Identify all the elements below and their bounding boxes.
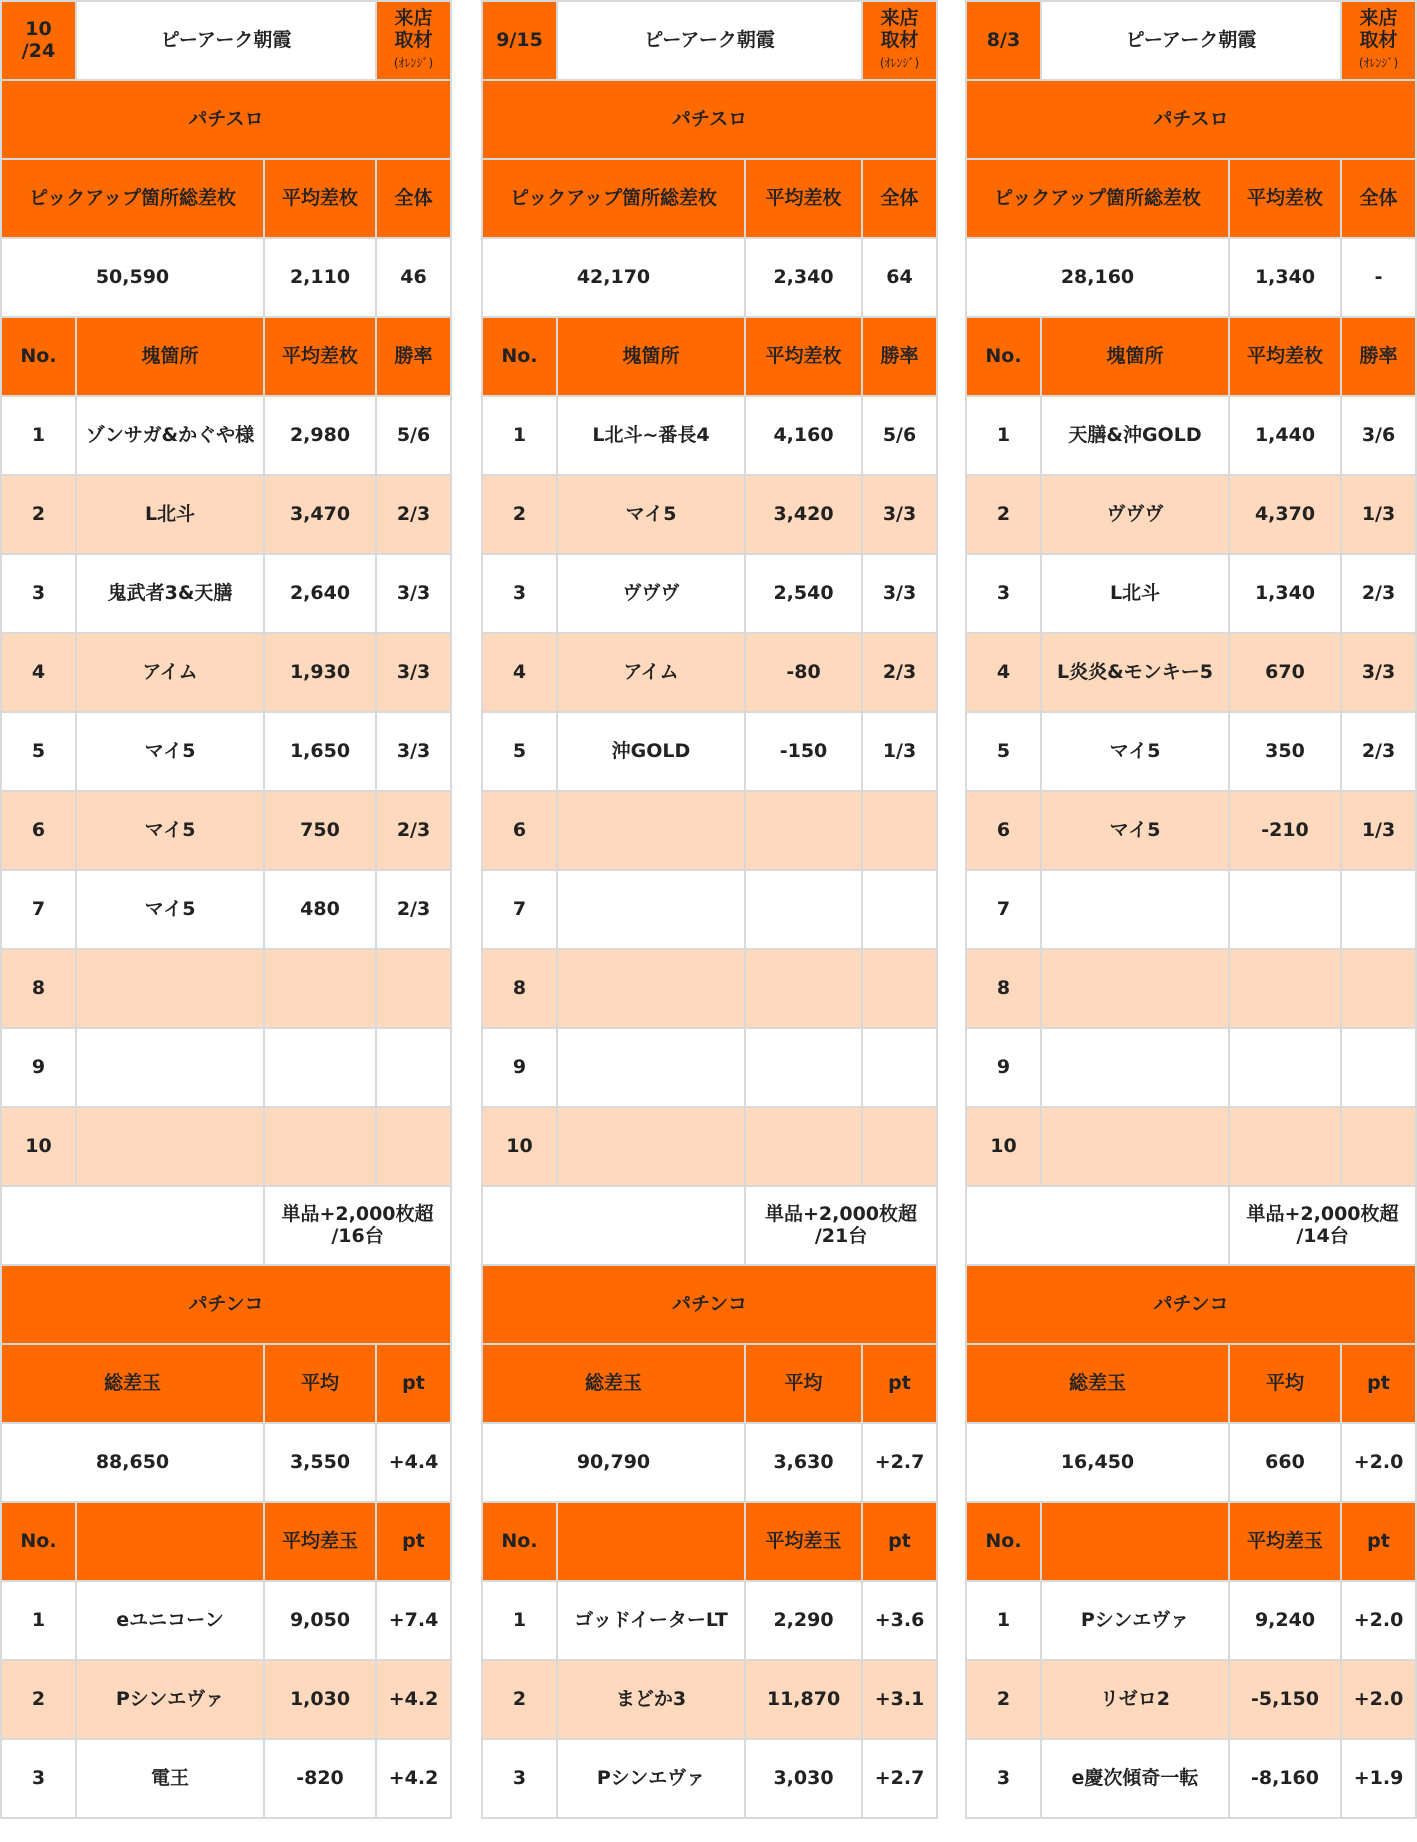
row-no: 1 bbox=[1, 1581, 76, 1660]
row-no: 3 bbox=[1, 554, 76, 633]
row-area bbox=[1041, 1107, 1229, 1186]
row-no: 1 bbox=[966, 396, 1041, 475]
row-pt: +3.6 bbox=[862, 1581, 937, 1660]
row-avg-diff: 2,540 bbox=[745, 554, 862, 633]
row-machine: 電王 bbox=[76, 1739, 264, 1818]
row-win-rate bbox=[1341, 1107, 1416, 1186]
pachinko-pt-header: pt bbox=[862, 1344, 937, 1423]
table-row bbox=[482, 396, 937, 475]
row-no: 7 bbox=[482, 870, 557, 949]
row-win-rate: 5/6 bbox=[862, 396, 937, 475]
avg-balls-header: 平均差玉 bbox=[1229, 1502, 1341, 1581]
slot-note-blank bbox=[966, 1186, 1229, 1265]
row-win-rate: 2/3 bbox=[862, 633, 937, 712]
row-no: 3 bbox=[482, 1739, 557, 1818]
row-pt: +2.0 bbox=[1341, 1581, 1416, 1660]
row-avg-diff bbox=[1229, 870, 1341, 949]
row-no: 7 bbox=[966, 870, 1041, 949]
row-win-rate bbox=[1341, 949, 1416, 1028]
table-row bbox=[482, 554, 937, 633]
pachinko-total-header: 総差玉 bbox=[482, 1344, 745, 1423]
row-win-rate: 2/3 bbox=[1341, 712, 1416, 791]
row-no: 7 bbox=[1, 870, 76, 949]
row-avg-diff bbox=[745, 949, 862, 1028]
row-avg-diff: 2,980 bbox=[264, 396, 376, 475]
row-avg-diff bbox=[1229, 1107, 1341, 1186]
row-avg-diff: 1,340 bbox=[1229, 554, 1341, 633]
row-no: 4 bbox=[966, 633, 1041, 712]
slot-note: 単品+2,000枚超 /21台 bbox=[745, 1186, 937, 1265]
row-avg-diff: 670 bbox=[1229, 633, 1341, 712]
row-no: 5 bbox=[482, 712, 557, 791]
row-no: 10 bbox=[482, 1107, 557, 1186]
row-win-rate: 1/3 bbox=[862, 712, 937, 791]
row-pt: +1.9 bbox=[1341, 1739, 1416, 1818]
row-avg-balls: 9,240 bbox=[1229, 1581, 1341, 1660]
row-machine: e慶次傾奇一転 bbox=[1041, 1739, 1229, 1818]
table-row bbox=[482, 1660, 937, 1739]
table-row bbox=[966, 870, 1416, 949]
no-header: No. bbox=[482, 317, 557, 396]
slot-overall-header: 全体 bbox=[376, 159, 451, 238]
row-no: 1 bbox=[482, 396, 557, 475]
coverage-text: 来店 取材 bbox=[394, 6, 433, 51]
table-row bbox=[966, 1107, 1416, 1186]
row-avg-balls: 2,290 bbox=[745, 1581, 862, 1660]
row-area: L北斗~番長4 bbox=[557, 396, 745, 475]
row-avg-diff: 3,470 bbox=[264, 475, 376, 554]
pachinko-average-value: 3,550 bbox=[264, 1423, 376, 1502]
row-avg-balls: 3,030 bbox=[745, 1739, 862, 1818]
table-row bbox=[482, 949, 937, 1028]
row-area: ゾンサガ&かぐや様 bbox=[76, 396, 264, 475]
row-pt: +2.7 bbox=[862, 1739, 937, 1818]
table-row bbox=[482, 1581, 937, 1660]
table-row bbox=[1, 1581, 451, 1660]
row-area: L炎炎&モンキー5 bbox=[1041, 633, 1229, 712]
row-area bbox=[1041, 949, 1229, 1028]
pt-header: pt bbox=[376, 1502, 451, 1581]
visit-date: 10 /24 bbox=[1, 1, 76, 80]
no-header: No. bbox=[1, 1502, 76, 1581]
row-win-rate: 2/3 bbox=[1341, 554, 1416, 633]
row-no: 2 bbox=[966, 475, 1041, 554]
row-no: 1 bbox=[966, 1581, 1041, 1660]
table-row bbox=[482, 712, 937, 791]
slot-note-blank bbox=[1, 1186, 264, 1265]
row-area: アイム bbox=[76, 633, 264, 712]
row-no: 4 bbox=[482, 633, 557, 712]
table-row bbox=[1, 1739, 451, 1818]
row-win-rate bbox=[376, 1028, 451, 1107]
visit-date: 9/15 bbox=[482, 1, 557, 80]
pachinko-total-value: 16,450 bbox=[966, 1423, 1229, 1502]
machine-header bbox=[557, 1502, 745, 1581]
coverage-label bbox=[376, 1, 451, 80]
pachinko-total-value: 88,650 bbox=[1, 1423, 264, 1502]
table-row bbox=[1, 1028, 451, 1107]
result-panel bbox=[481, 0, 938, 1819]
table-row bbox=[1, 396, 451, 475]
row-area bbox=[557, 1028, 745, 1107]
row-win-rate: 3/3 bbox=[376, 633, 451, 712]
pachinko-average-value: 660 bbox=[1229, 1423, 1341, 1502]
slot-section-header: パチスロ bbox=[482, 80, 937, 159]
row-no: 2 bbox=[1, 475, 76, 554]
table-row bbox=[1, 949, 451, 1028]
table-row bbox=[482, 633, 937, 712]
row-area bbox=[557, 791, 745, 870]
win-rate-header: 勝率 bbox=[376, 317, 451, 396]
row-area: マイ5 bbox=[76, 712, 264, 791]
row-no: 6 bbox=[482, 791, 557, 870]
pt-header: pt bbox=[862, 1502, 937, 1581]
coverage-note: (ｵﾚﾝｼﾞ) bbox=[393, 56, 434, 71]
row-area: アイム bbox=[557, 633, 745, 712]
coverage-note: (ｵﾚﾝｼﾞ) bbox=[879, 56, 920, 71]
store-name: ピーアーク朝霞 bbox=[1041, 1, 1341, 80]
table-row bbox=[966, 791, 1416, 870]
row-win-rate bbox=[376, 949, 451, 1028]
row-machine: リゼロ2 bbox=[1041, 1660, 1229, 1739]
table-row bbox=[966, 1028, 1416, 1107]
row-area: マイ5 bbox=[1041, 712, 1229, 791]
row-no: 6 bbox=[966, 791, 1041, 870]
area-header: 塊箇所 bbox=[557, 317, 745, 396]
row-avg-diff bbox=[745, 870, 862, 949]
avg-balls-header: 平均差玉 bbox=[264, 1502, 376, 1581]
row-pt: +7.4 bbox=[376, 1581, 451, 1660]
row-win-rate bbox=[862, 1107, 937, 1186]
row-area bbox=[76, 1028, 264, 1107]
row-no: 5 bbox=[1, 712, 76, 791]
row-win-rate: 3/3 bbox=[862, 475, 937, 554]
row-area: 沖GOLD bbox=[557, 712, 745, 791]
pachinko-pt-header: pt bbox=[1341, 1344, 1416, 1423]
table-row bbox=[966, 633, 1416, 712]
row-avg-balls: -820 bbox=[264, 1739, 376, 1818]
slot-average-value: 2,110 bbox=[264, 238, 376, 317]
table-row bbox=[966, 475, 1416, 554]
slot-total-header: ピックアップ箇所総差枚 bbox=[482, 159, 745, 238]
pachinko-total-header: 総差玉 bbox=[966, 1344, 1229, 1423]
table-row bbox=[966, 396, 1416, 475]
coverage-label bbox=[862, 1, 937, 80]
table-row bbox=[482, 1739, 937, 1818]
row-area bbox=[1041, 870, 1229, 949]
row-avg-balls: 11,870 bbox=[745, 1660, 862, 1739]
row-avg-diff bbox=[1229, 1028, 1341, 1107]
slot-average-value: 1,340 bbox=[1229, 238, 1341, 317]
row-no: 3 bbox=[966, 1739, 1041, 1818]
row-win-rate bbox=[1341, 1028, 1416, 1107]
pt-header: pt bbox=[1341, 1502, 1416, 1581]
table-row bbox=[966, 1739, 1416, 1818]
pachinko-average-header: 平均 bbox=[264, 1344, 376, 1423]
row-avg-diff: 4,160 bbox=[745, 396, 862, 475]
row-no: 2 bbox=[482, 1660, 557, 1739]
row-avg-balls: -8,160 bbox=[1229, 1739, 1341, 1818]
row-area: 鬼武者3&天膳 bbox=[76, 554, 264, 633]
row-avg-diff: 1,440 bbox=[1229, 396, 1341, 475]
avg-diff-header: 平均差枚 bbox=[745, 317, 862, 396]
pachinko-pt-value: +4.4 bbox=[376, 1423, 451, 1502]
table-row bbox=[1, 554, 451, 633]
machine-header bbox=[76, 1502, 264, 1581]
row-win-rate: 3/3 bbox=[1341, 633, 1416, 712]
slot-average-value: 2,340 bbox=[745, 238, 862, 317]
no-header: No. bbox=[966, 1502, 1041, 1581]
slot-total-value: 50,590 bbox=[1, 238, 264, 317]
row-win-rate: 5/6 bbox=[376, 396, 451, 475]
row-area: L北斗 bbox=[76, 475, 264, 554]
slot-total-value: 42,170 bbox=[482, 238, 745, 317]
row-no: 9 bbox=[966, 1028, 1041, 1107]
visit-date: 8/3 bbox=[966, 1, 1041, 80]
row-area bbox=[76, 1107, 264, 1186]
slot-note: 単品+2,000枚超 /16台 bbox=[264, 1186, 451, 1265]
row-win-rate: 1/3 bbox=[1341, 475, 1416, 554]
row-avg-balls: 1,030 bbox=[264, 1660, 376, 1739]
row-area bbox=[1041, 1028, 1229, 1107]
row-avg-diff bbox=[264, 1107, 376, 1186]
store-name: ピーアーク朝霞 bbox=[76, 1, 376, 80]
table-row bbox=[966, 949, 1416, 1028]
row-avg-diff: 1,650 bbox=[264, 712, 376, 791]
row-avg-balls: -5,150 bbox=[1229, 1660, 1341, 1739]
table-row bbox=[1, 475, 451, 554]
win-rate-header: 勝率 bbox=[862, 317, 937, 396]
row-machine: Pシンエヴァ bbox=[76, 1660, 264, 1739]
row-pt: +2.0 bbox=[1341, 1660, 1416, 1739]
avg-diff-header: 平均差枚 bbox=[264, 317, 376, 396]
row-machine: Pシンエヴァ bbox=[1041, 1581, 1229, 1660]
pachinko-total-header: 総差玉 bbox=[1, 1344, 264, 1423]
row-win-rate bbox=[862, 949, 937, 1028]
row-machine: Pシンエヴァ bbox=[557, 1739, 745, 1818]
row-no: 10 bbox=[1, 1107, 76, 1186]
row-avg-diff: 2,640 bbox=[264, 554, 376, 633]
row-win-rate: 1/3 bbox=[1341, 791, 1416, 870]
row-area: ヴヴヴ bbox=[557, 554, 745, 633]
row-no: 8 bbox=[966, 949, 1041, 1028]
row-area: マイ5 bbox=[76, 791, 264, 870]
coverage-text: 来店 取材 bbox=[1359, 6, 1398, 51]
row-avg-diff bbox=[1229, 949, 1341, 1028]
table-row bbox=[966, 1660, 1416, 1739]
machine-header bbox=[1041, 1502, 1229, 1581]
table-row bbox=[482, 870, 937, 949]
table-row bbox=[1, 1660, 451, 1739]
row-no: 2 bbox=[482, 475, 557, 554]
row-area bbox=[557, 870, 745, 949]
pachinko-average-header: 平均 bbox=[1229, 1344, 1341, 1423]
row-avg-diff bbox=[745, 791, 862, 870]
slot-overall-header: 全体 bbox=[862, 159, 937, 238]
row-win-rate bbox=[376, 1107, 451, 1186]
row-avg-diff bbox=[264, 1028, 376, 1107]
store-name: ピーアーク朝霞 bbox=[557, 1, 862, 80]
table-row bbox=[482, 1028, 937, 1107]
row-pt: +4.2 bbox=[376, 1660, 451, 1739]
row-no: 9 bbox=[482, 1028, 557, 1107]
slot-overall-header: 全体 bbox=[1341, 159, 1416, 238]
slot-overall-value: - bbox=[1341, 238, 1416, 317]
coverage-note: (ｵﾚﾝｼﾞ) bbox=[1358, 56, 1399, 71]
avg-diff-header: 平均差枚 bbox=[1229, 317, 1341, 396]
row-area: マイ5 bbox=[76, 870, 264, 949]
pachinko-pt-value: +2.0 bbox=[1341, 1423, 1416, 1502]
slot-section-header: パチスロ bbox=[966, 80, 1416, 159]
row-win-rate: 3/6 bbox=[1341, 396, 1416, 475]
row-area: ヴヴヴ bbox=[1041, 475, 1229, 554]
row-no: 1 bbox=[1, 396, 76, 475]
table-row bbox=[1, 791, 451, 870]
slot-average-header: 平均差枚 bbox=[745, 159, 862, 238]
row-machine: まどか3 bbox=[557, 1660, 745, 1739]
table-row bbox=[966, 554, 1416, 633]
row-win-rate: 3/3 bbox=[376, 712, 451, 791]
row-avg-diff: 1,930 bbox=[264, 633, 376, 712]
row-no: 6 bbox=[1, 791, 76, 870]
result-panel bbox=[965, 0, 1417, 1819]
row-win-rate: 3/3 bbox=[862, 554, 937, 633]
row-avg-diff: -150 bbox=[745, 712, 862, 791]
pachinko-pt-value: +2.7 bbox=[862, 1423, 937, 1502]
row-avg-diff bbox=[745, 1107, 862, 1186]
pachinko-section-header: パチンコ bbox=[482, 1265, 937, 1344]
pachinko-total-value: 90,790 bbox=[482, 1423, 745, 1502]
avg-balls-header: 平均差玉 bbox=[745, 1502, 862, 1581]
row-pt: +3.1 bbox=[862, 1660, 937, 1739]
row-avg-balls: 9,050 bbox=[264, 1581, 376, 1660]
table-row bbox=[1, 712, 451, 791]
slot-overall-value: 46 bbox=[376, 238, 451, 317]
row-avg-diff: 3,420 bbox=[745, 475, 862, 554]
row-win-rate bbox=[862, 1028, 937, 1107]
slot-average-header: 平均差枚 bbox=[1229, 159, 1341, 238]
row-avg-diff: -80 bbox=[745, 633, 862, 712]
slot-total-header: ピックアップ箇所総差枚 bbox=[1, 159, 264, 238]
row-no: 1 bbox=[482, 1581, 557, 1660]
no-header: No. bbox=[966, 317, 1041, 396]
row-win-rate bbox=[862, 870, 937, 949]
row-area bbox=[76, 949, 264, 1028]
row-machine: ゴッドイーターLT bbox=[557, 1581, 745, 1660]
row-no: 3 bbox=[966, 554, 1041, 633]
row-win-rate bbox=[1341, 870, 1416, 949]
row-area bbox=[557, 949, 745, 1028]
row-avg-diff: 480 bbox=[264, 870, 376, 949]
win-rate-header: 勝率 bbox=[1341, 317, 1416, 396]
row-area: マイ5 bbox=[1041, 791, 1229, 870]
row-area: L北斗 bbox=[1041, 554, 1229, 633]
table-row bbox=[966, 712, 1416, 791]
row-win-rate: 2/3 bbox=[376, 870, 451, 949]
coverage-label bbox=[1341, 1, 1416, 80]
coverage-text: 来店 取材 bbox=[880, 6, 919, 51]
row-avg-diff bbox=[745, 1028, 862, 1107]
table-row bbox=[1, 633, 451, 712]
pachinko-section-header: パチンコ bbox=[1, 1265, 451, 1344]
row-no: 5 bbox=[966, 712, 1041, 791]
no-header: No. bbox=[482, 1502, 557, 1581]
row-no: 8 bbox=[482, 949, 557, 1028]
row-no: 3 bbox=[1, 1739, 76, 1818]
slot-average-header: 平均差枚 bbox=[264, 159, 376, 238]
row-area bbox=[557, 1107, 745, 1186]
row-avg-diff bbox=[264, 949, 376, 1028]
row-avg-diff: 350 bbox=[1229, 712, 1341, 791]
row-win-rate: 2/3 bbox=[376, 475, 451, 554]
row-pt: +4.2 bbox=[376, 1739, 451, 1818]
table-row bbox=[482, 1107, 937, 1186]
pachinko-section-header: パチンコ bbox=[966, 1265, 1416, 1344]
row-no: 2 bbox=[966, 1660, 1041, 1739]
row-machine: eユニコーン bbox=[76, 1581, 264, 1660]
table-row bbox=[1, 870, 451, 949]
pachinko-pt-header: pt bbox=[376, 1344, 451, 1423]
area-header: 塊箇所 bbox=[1041, 317, 1229, 396]
slot-overall-value: 64 bbox=[862, 238, 937, 317]
area-header: 塊箇所 bbox=[76, 317, 264, 396]
row-no: 2 bbox=[1, 1660, 76, 1739]
row-no: 9 bbox=[1, 1028, 76, 1107]
row-avg-diff: 750 bbox=[264, 791, 376, 870]
table-row bbox=[482, 475, 937, 554]
row-area: マイ5 bbox=[557, 475, 745, 554]
row-no: 3 bbox=[482, 554, 557, 633]
row-no: 8 bbox=[1, 949, 76, 1028]
row-no: 4 bbox=[1, 633, 76, 712]
row-win-rate bbox=[862, 791, 937, 870]
slot-note-blank bbox=[482, 1186, 745, 1265]
row-area: 天膳&沖GOLD bbox=[1041, 396, 1229, 475]
row-avg-diff: -210 bbox=[1229, 791, 1341, 870]
pachinko-average-value: 3,630 bbox=[745, 1423, 862, 1502]
row-win-rate: 3/3 bbox=[376, 554, 451, 633]
row-no: 10 bbox=[966, 1107, 1041, 1186]
slot-note: 単品+2,000枚超 /14台 bbox=[1229, 1186, 1416, 1265]
slot-section-header: パチスロ bbox=[1, 80, 451, 159]
table-row bbox=[482, 791, 937, 870]
table-row bbox=[966, 1581, 1416, 1660]
result-panel bbox=[0, 0, 452, 1819]
row-win-rate: 2/3 bbox=[376, 791, 451, 870]
row-avg-diff: 4,370 bbox=[1229, 475, 1341, 554]
slot-total-value: 28,160 bbox=[966, 238, 1229, 317]
no-header: No. bbox=[1, 317, 76, 396]
pachinko-average-header: 平均 bbox=[745, 1344, 862, 1423]
table-row bbox=[1, 1107, 451, 1186]
slot-total-header: ピックアップ箇所総差枚 bbox=[966, 159, 1229, 238]
